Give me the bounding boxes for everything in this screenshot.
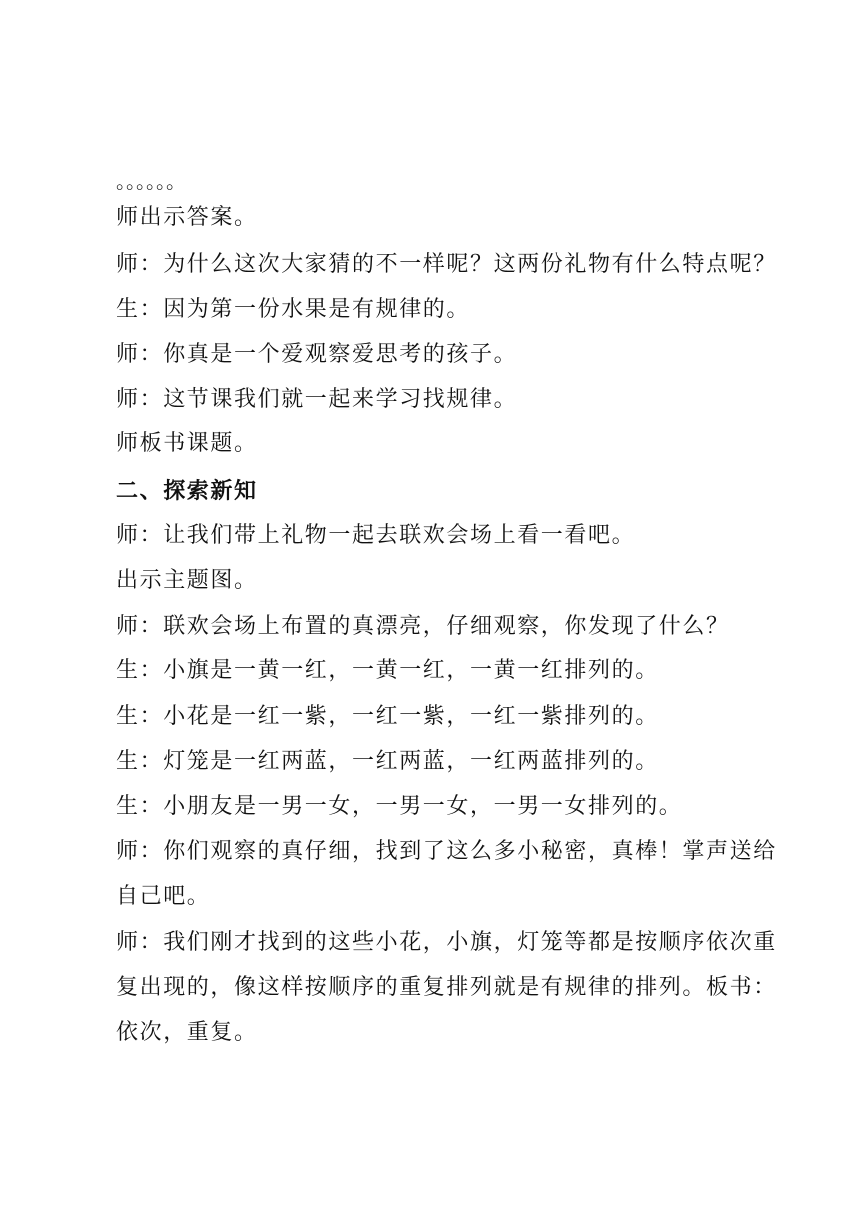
section-heading: 二、探索新知: [116, 478, 258, 504]
text-line: 自己吧。: [116, 884, 211, 909]
text-line: 生：小花是一红一紫，一红一紫，一红一紫排列的。: [116, 704, 659, 729]
text-line: 师：让我们带上礼物一起去联欢会场上看一看吧。: [116, 523, 636, 548]
text-line: 师：联欢会场上布置的真漂亮，仔细观察，你发现了什么？: [116, 614, 730, 639]
text-line: 师：你真是一个爱观察爱思考的孩子。: [116, 342, 518, 367]
text-line: 师：你们观察的真仔细，找到了这么多小秘密，真棒！掌声送给: [116, 839, 777, 864]
text-line: 生：灯笼是一红两蓝，一红两蓝，一红两蓝排列的。: [116, 749, 659, 774]
ellipsis-dots: 。。。。。。: [116, 169, 186, 193]
text-line: 师：为什么这次大家猜的不一样呢？这两份礼物有什么特点呢？: [116, 252, 777, 277]
text-line: 生：小朋友是一男一女，一男一女，一男一女排列的。: [116, 794, 683, 819]
text-line: 生：因为第一份水果是有规律的。: [116, 297, 471, 322]
text-line: 依次，重复。: [116, 1020, 258, 1045]
text-line: 师板书课题。: [116, 431, 258, 456]
text-line: 生：小旗是一黄一红，一黄一红，一黄一红排列的。: [116, 658, 659, 683]
text-line: 师：我们刚才找到的这些小花，小旗，灯笼等都是按顺序依次重: [116, 930, 777, 955]
text-line: 出示主题图。: [116, 568, 258, 593]
text-line: 师出示答案。: [116, 205, 258, 230]
text-line: 师：这节课我们就一起来学习找规律。: [116, 387, 518, 412]
text-line: 复出现的，像这样按顺序的重复排列就是有规律的排列。板书：: [116, 975, 777, 1000]
